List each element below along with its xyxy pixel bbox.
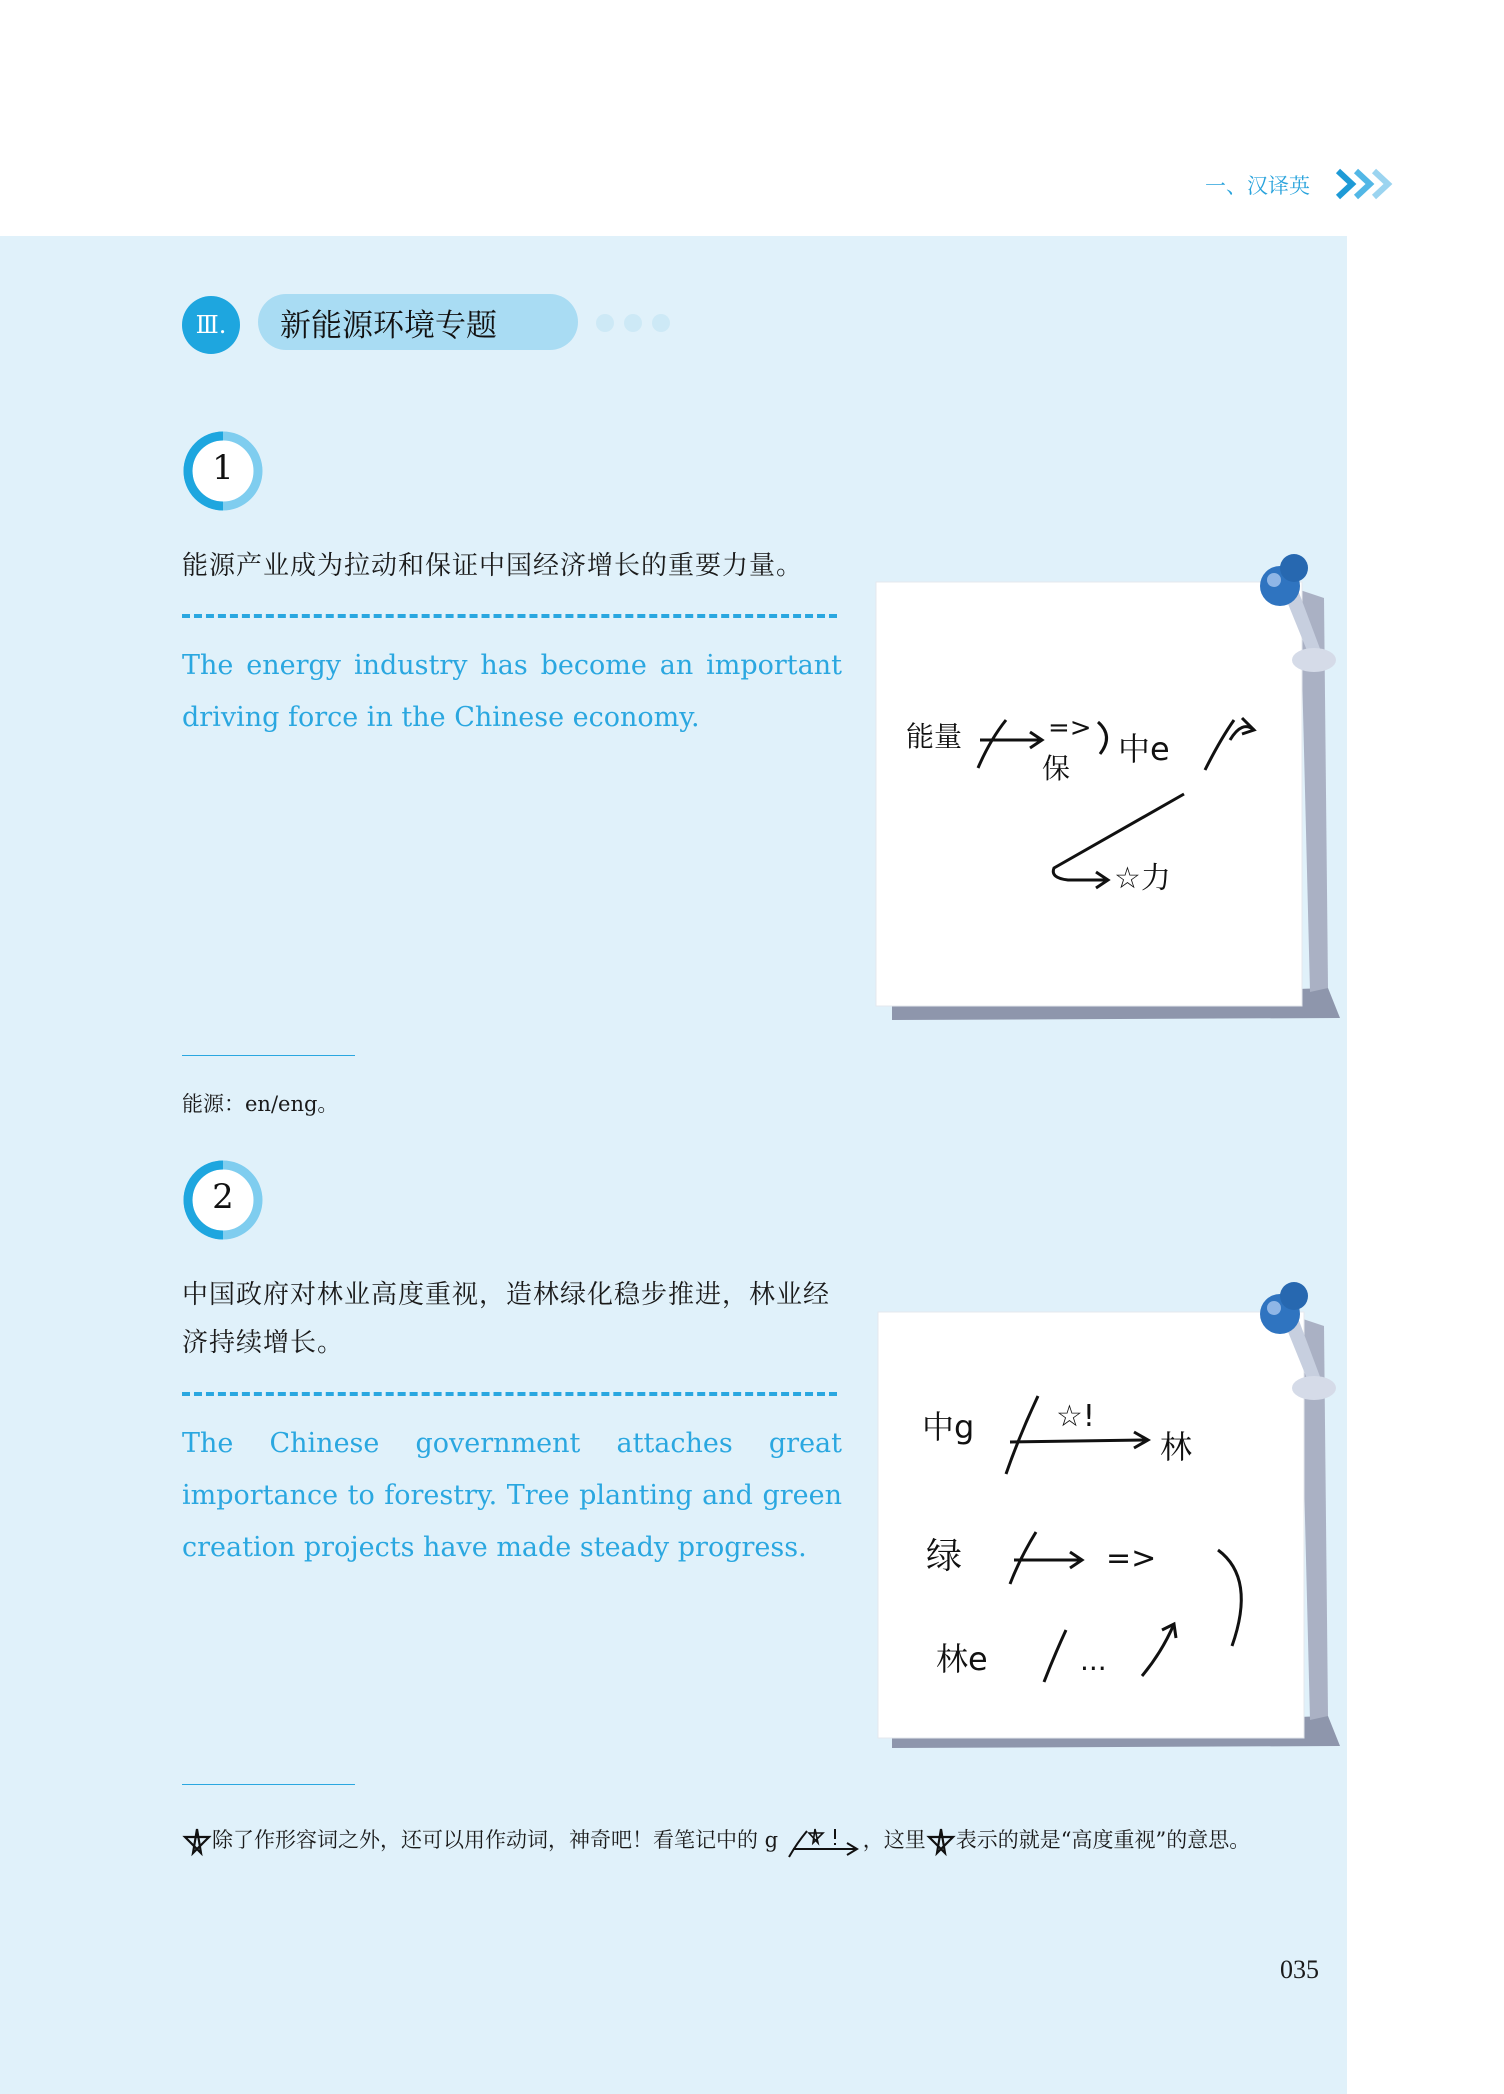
section-number-badge: Ⅲ. xyxy=(182,296,240,354)
chevron-right-icon xyxy=(1336,167,1398,201)
section-title: 新能源环境专题 xyxy=(280,308,497,344)
footnote-text: 除了作形容词之外，还可以用作动词，神奇吧！看笔记中的 g xyxy=(212,1828,785,1852)
handwritten-note-card xyxy=(870,550,1340,1030)
decorative-dot xyxy=(624,314,642,332)
footnote-rule xyxy=(182,1055,355,1056)
english-translation: The Chinese government attaches great importance to forestry. Tree planting and green creation projects have made steady progress. xyxy=(182,1428,842,1563)
note-text: ☆! xyxy=(1056,1399,1095,1434)
footnote xyxy=(182,1814,1322,1866)
hand-drawn-star-icon xyxy=(182,1827,212,1857)
note-text: 绿 xyxy=(926,1536,963,1577)
question-number: 1 xyxy=(212,448,234,488)
note-text: => xyxy=(1106,1541,1157,1576)
page-number: 035 xyxy=(1280,1955,1319,1984)
decorative-dot xyxy=(596,314,614,332)
note-text: 能量 xyxy=(906,720,963,753)
note-text: 林 xyxy=(1160,1428,1193,1466)
footnote: 能源：en/eng。 xyxy=(182,1092,339,1116)
chapter-category: 一、汉译英 xyxy=(1205,174,1310,198)
chinese-source-text: 能源产业成为拉动和保证中国经济增长的重要力量。 xyxy=(182,551,804,581)
note-text: ☆力 xyxy=(1114,861,1171,896)
dashed-divider xyxy=(182,614,837,618)
handwritten-note-card xyxy=(870,1278,1340,1758)
chinese-source-text: 中国政府对林业高度重视，造林绿化稳步推进，林业经济持续增长。 xyxy=(182,1280,831,1358)
footnote-text: ，这里 xyxy=(862,1828,926,1852)
hand-drawn-star-icon xyxy=(926,1827,956,1857)
note-text: 林e xyxy=(936,1640,988,1678)
footnote-rule xyxy=(182,1784,355,1785)
note-text: 中e xyxy=(1118,730,1170,768)
note-text: => xyxy=(1048,713,1092,743)
question-number: 2 xyxy=(212,1177,234,1217)
decorative-dot xyxy=(652,314,670,332)
dashed-divider xyxy=(182,1392,837,1396)
note-text: 保 xyxy=(1042,752,1071,785)
note-symbol-icon xyxy=(785,1825,863,1859)
note-text: 中g xyxy=(922,1408,975,1446)
english-translation: The energy industry has become an important driving force in the Chinese economy. xyxy=(182,650,842,733)
note-text: ... xyxy=(1080,1644,1107,1677)
footnote-text: 表示的就是“高度重视”的意思。 xyxy=(955,1828,1251,1852)
